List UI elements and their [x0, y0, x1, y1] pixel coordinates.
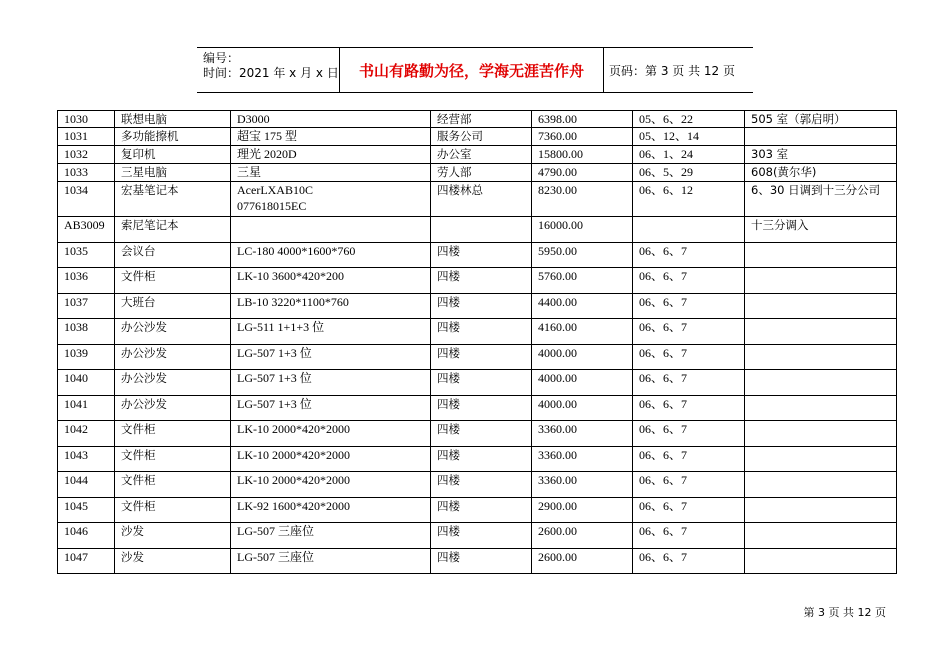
cell-date: 06、6、7 — [633, 447, 745, 472]
cell-asset-id: 1030 — [58, 111, 115, 128]
cell-asset-id: 1035 — [58, 243, 115, 268]
cell-asset-name: 办公沙发 — [115, 396, 231, 421]
cell-note — [745, 472, 897, 498]
cell-price: 3360.00 — [532, 447, 633, 472]
cell-date: 05、12、14 — [633, 128, 745, 146]
cell-model: 超宝 175 型 — [231, 128, 431, 146]
cell-department: 四楼 — [431, 447, 532, 472]
table-row — [58, 319, 897, 345]
cell-price: 7360.00 — [532, 128, 633, 146]
cell-date: 06、1、24 — [633, 146, 745, 164]
cell-price: 15800.00 — [532, 146, 633, 164]
cell-model: 三星 — [231, 164, 431, 182]
cell-note: 608(黄尔华) — [745, 164, 897, 182]
cell-department: 服务公司 — [431, 128, 532, 146]
cell-date: 06、6、7 — [633, 345, 745, 370]
table-row — [58, 498, 897, 523]
table-row — [58, 472, 897, 498]
cell-model: 理光 2020D — [231, 146, 431, 164]
cell-department: 四楼 — [431, 294, 532, 319]
cell-department: 四楼 — [431, 498, 532, 523]
cell-department — [431, 217, 532, 243]
cell-note: 6、30 日调到十三分公司 — [745, 182, 897, 217]
cell-asset-id: AB3009 — [58, 217, 115, 243]
asset-table — [57, 110, 897, 574]
cell-note — [745, 128, 897, 146]
cell-model: LK-10 2000*420*2000 — [231, 472, 431, 498]
cell-date: 06、6、7 — [633, 243, 745, 268]
cell-note — [745, 421, 897, 447]
cell-price: 4000.00 — [532, 370, 633, 396]
cell-asset-name: 大班台 — [115, 294, 231, 319]
cell-asset-id: 1031 — [58, 128, 115, 146]
cell-date: 06、6、7 — [633, 472, 745, 498]
cell-asset-id: 1038 — [58, 319, 115, 345]
cell-price: 2600.00 — [532, 549, 633, 574]
table-row — [58, 217, 897, 243]
cell-note — [745, 294, 897, 319]
number-label: 编号： — [203, 51, 240, 65]
cell-asset-name: 沙发 — [115, 549, 231, 574]
cell-model: LG-507 1+3 位 — [231, 345, 431, 370]
cell-asset-id: 1042 — [58, 421, 115, 447]
cell-asset-name: 联想电脑 — [115, 111, 231, 128]
cell-department: 四楼 — [431, 396, 532, 421]
cell-asset-name: 复印机 — [115, 146, 231, 164]
cell-department: 四楼 — [431, 243, 532, 268]
cell-asset-name: 会议台 — [115, 243, 231, 268]
cell-department: 四楼 — [431, 472, 532, 498]
cell-price: 4790.00 — [532, 164, 633, 182]
cell-department: 四楼 — [431, 319, 532, 345]
cell-asset-name: 办公沙发 — [115, 345, 231, 370]
table-row — [58, 549, 897, 574]
page-footer: 第 3 页 共 12 页 — [803, 606, 886, 619]
cell-note: 505 室（郭启明） — [745, 111, 897, 128]
cell-price: 16000.00 — [532, 217, 633, 243]
cell-department: 四楼林总 — [431, 182, 532, 217]
table-row — [58, 345, 897, 370]
cell-asset-id: 1034 — [58, 182, 115, 217]
cell-asset-id: 1047 — [58, 549, 115, 574]
cell-price: 5950.00 — [532, 243, 633, 268]
cell-date: 06、6、7 — [633, 421, 745, 447]
cell-department: 四楼 — [431, 268, 532, 294]
cell-price: 4000.00 — [532, 396, 633, 421]
cell-price: 8230.00 — [532, 182, 633, 217]
cell-asset-name: 文件柜 — [115, 472, 231, 498]
cell-department: 四楼 — [431, 549, 532, 574]
cell-note — [745, 345, 897, 370]
cell-asset-id: 1033 — [58, 164, 115, 182]
header-motto: 书山有路勤为径，学海无涯苦作舟 — [358, 61, 584, 80]
cell-asset-id: 1032 — [58, 146, 115, 164]
cell-model: LB-10 3220*1100*760 — [231, 294, 431, 319]
cell-date: 06、6、7 — [633, 294, 745, 319]
cell-model: LK-92 1600*420*2000 — [231, 498, 431, 523]
cell-asset-id: 1041 — [58, 396, 115, 421]
cell-model: LG-507 1+3 位 — [231, 370, 431, 396]
cell-asset-name: 索尼笔记本 — [115, 217, 231, 243]
cell-note — [745, 268, 897, 294]
header-meta — [203, 51, 339, 81]
cell-department: 经营部 — [431, 111, 532, 128]
cell-asset-id: 1046 — [58, 523, 115, 549]
cell-asset-name: 多功能擦机 — [115, 128, 231, 146]
cell-department: 办公室 — [431, 146, 532, 164]
cell-model: LG-507 三座位 — [231, 549, 431, 574]
cell-asset-id: 1039 — [58, 345, 115, 370]
cell-price: 4400.00 — [532, 294, 633, 319]
table-row — [58, 182, 897, 217]
cell-department: 四楼 — [431, 523, 532, 549]
header-page-code: 页码：第 3 页 共 12 页 — [609, 63, 735, 78]
table-row — [58, 164, 897, 182]
header-divider — [603, 48, 604, 92]
cell-asset-id: 1037 — [58, 294, 115, 319]
cell-price: 5760.00 — [532, 268, 633, 294]
cell-asset-name: 文件柜 — [115, 268, 231, 294]
table-row — [58, 268, 897, 294]
time-label: 时间：2021 年 x 月 x 日 — [203, 66, 339, 80]
cell-date: 06、6、7 — [633, 319, 745, 345]
cell-model: AcerLXAB10C 077618015EC — [231, 182, 431, 217]
cell-asset-name: 文件柜 — [115, 498, 231, 523]
cell-date: 06、6、7 — [633, 396, 745, 421]
table-row — [58, 447, 897, 472]
cell-date: 06、5、29 — [633, 164, 745, 182]
table-row — [58, 111, 897, 128]
cell-model: LK-10 2000*420*2000 — [231, 421, 431, 447]
cell-date — [633, 217, 745, 243]
cell-asset-name: 沙发 — [115, 523, 231, 549]
cell-asset-name: 宏基笔记本 — [115, 182, 231, 217]
cell-price: 2600.00 — [532, 523, 633, 549]
table-row — [58, 370, 897, 396]
cell-asset-id: 1043 — [58, 447, 115, 472]
cell-model: LC-180 4000*1600*760 — [231, 243, 431, 268]
cell-asset-name: 三星电脑 — [115, 164, 231, 182]
cell-model: LG-507 三座位 — [231, 523, 431, 549]
cell-asset-name: 办公沙发 — [115, 370, 231, 396]
table-row — [58, 146, 897, 164]
table-row — [58, 421, 897, 447]
cell-price: 6398.00 — [532, 111, 633, 128]
cell-price: 4160.00 — [532, 319, 633, 345]
cell-date: 06、6、7 — [633, 523, 745, 549]
table-row — [58, 523, 897, 549]
cell-note: 303 室 — [745, 146, 897, 164]
cell-note — [745, 396, 897, 421]
cell-note — [745, 498, 897, 523]
table-row — [58, 243, 897, 268]
cell-note — [745, 243, 897, 268]
cell-asset-name: 办公沙发 — [115, 319, 231, 345]
cell-asset-id: 1040 — [58, 370, 115, 396]
cell-asset-id: 1044 — [58, 472, 115, 498]
cell-note — [745, 319, 897, 345]
cell-department: 四楼 — [431, 345, 532, 370]
cell-note — [745, 549, 897, 574]
cell-date: 06、6、7 — [633, 370, 745, 396]
cell-asset-id: 1036 — [58, 268, 115, 294]
cell-price: 4000.00 — [532, 345, 633, 370]
cell-model: LK-10 2000*420*2000 — [231, 447, 431, 472]
cell-department: 四楼 — [431, 421, 532, 447]
cell-price: 3360.00 — [532, 421, 633, 447]
cell-note — [745, 523, 897, 549]
cell-model: D3000 — [231, 111, 431, 128]
cell-asset-name: 文件柜 — [115, 421, 231, 447]
table-row — [58, 128, 897, 146]
cell-model: LG-507 1+3 位 — [231, 396, 431, 421]
cell-price: 3360.00 — [532, 472, 633, 498]
cell-model — [231, 217, 431, 243]
cell-asset-id: 1045 — [58, 498, 115, 523]
table-row — [58, 396, 897, 421]
cell-date: 06、6、7 — [633, 498, 745, 523]
cell-date: 06、6、12 — [633, 182, 745, 217]
cell-note: 十三分调入 — [745, 217, 897, 243]
cell-model: LK-10 3600*420*200 — [231, 268, 431, 294]
table-row — [58, 294, 897, 319]
cell-model: LG-511 1+1+3 位 — [231, 319, 431, 345]
cell-department: 劳人部 — [431, 164, 532, 182]
cell-date: 06、6、7 — [633, 268, 745, 294]
cell-price: 2900.00 — [532, 498, 633, 523]
cell-note — [745, 447, 897, 472]
cell-date: 05、6、22 — [633, 111, 745, 128]
page-header — [197, 47, 753, 93]
cell-department: 四楼 — [431, 370, 532, 396]
cell-note — [745, 370, 897, 396]
cell-asset-name: 文件柜 — [115, 447, 231, 472]
cell-date: 06、6、7 — [633, 549, 745, 574]
